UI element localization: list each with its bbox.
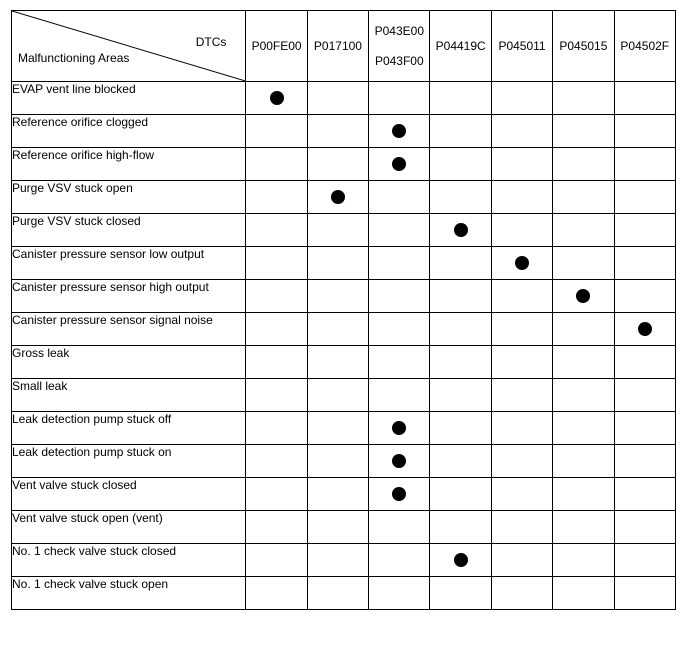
table-row <box>12 478 676 511</box>
matrix-cell <box>246 214 307 247</box>
matrix-cell <box>430 478 491 511</box>
matrix-cell <box>246 247 307 280</box>
matrix-cell <box>614 577 675 610</box>
matrix-cell <box>307 115 368 148</box>
malfunction-area-label: Leak detection pump stuck off <box>12 412 246 445</box>
filled-circle-icon <box>392 157 406 171</box>
malfunction-area-label: Reference orifice high-flow <box>12 148 246 181</box>
matrix-cell <box>614 544 675 577</box>
table-row <box>12 115 676 148</box>
matrix-cell <box>369 346 430 379</box>
matrix-cell <box>307 214 368 247</box>
matrix-cell <box>369 148 430 181</box>
matrix-cell <box>369 577 430 610</box>
matrix-cell <box>491 181 552 214</box>
matrix-cell <box>430 346 491 379</box>
table-row <box>12 280 676 313</box>
matrix-cell <box>246 412 307 445</box>
matrix-cell <box>246 115 307 148</box>
matrix-cell <box>553 346 614 379</box>
matrix-cell <box>553 445 614 478</box>
matrix-cell <box>307 412 368 445</box>
matrix-cell <box>553 544 614 577</box>
table-row <box>12 247 676 280</box>
dtc-code: P043F00 <box>374 54 424 68</box>
matrix-cell <box>491 412 552 445</box>
matrix-cell <box>369 82 430 115</box>
matrix-cell <box>553 247 614 280</box>
matrix-cell <box>430 148 491 181</box>
matrix-cell <box>369 313 430 346</box>
matrix-cell <box>246 280 307 313</box>
filled-circle-icon <box>454 553 468 567</box>
matrix-cell <box>430 313 491 346</box>
filled-circle-icon <box>331 190 345 204</box>
filled-circle-icon <box>270 91 284 105</box>
matrix-cell <box>369 181 430 214</box>
dtc-header-cell <box>614 11 675 82</box>
matrix-cell <box>491 511 552 544</box>
matrix-cell <box>369 280 430 313</box>
matrix-cell <box>491 214 552 247</box>
matrix-cell <box>430 577 491 610</box>
filled-circle-icon <box>392 421 406 435</box>
malfunction-area-label: Purge VSV stuck open <box>12 181 246 214</box>
matrix-cell <box>491 445 552 478</box>
corner-header-cell <box>12 11 246 82</box>
matrix-cell <box>491 148 552 181</box>
matrix-cell <box>491 313 552 346</box>
matrix-cell <box>553 478 614 511</box>
matrix-cell <box>614 148 675 181</box>
matrix-cell <box>246 478 307 511</box>
matrix-cell <box>553 412 614 445</box>
malfunction-area-label: Purge VSV stuck closed <box>12 214 246 247</box>
matrix-cell <box>369 412 430 445</box>
matrix-cell <box>246 577 307 610</box>
matrix-cell <box>430 181 491 214</box>
table-row <box>12 181 676 214</box>
table-row <box>12 544 676 577</box>
matrix-cell <box>491 379 552 412</box>
matrix-cell <box>246 181 307 214</box>
dtc-code: P017100 <box>313 39 362 53</box>
table-row <box>12 412 676 445</box>
matrix-cell <box>430 511 491 544</box>
matrix-cell <box>307 148 368 181</box>
dtc-code: P04502F <box>620 39 670 53</box>
dtc-code: P00FE00 <box>251 39 302 53</box>
malfunction-area-label: Canister pressure sensor high output <box>12 280 246 313</box>
matrix-cell <box>614 181 675 214</box>
malfunction-area-label: EVAP vent line blocked <box>12 82 246 115</box>
dtc-matrix-table <box>11 10 676 610</box>
filled-circle-icon <box>515 256 529 270</box>
matrix-cell <box>307 577 368 610</box>
matrix-cell <box>553 280 614 313</box>
table-row <box>12 379 676 412</box>
matrix-cell <box>246 379 307 412</box>
matrix-cell <box>246 445 307 478</box>
matrix-cell <box>614 313 675 346</box>
matrix-cell <box>307 544 368 577</box>
malfunction-area-label: No. 1 check valve stuck closed <box>12 544 246 577</box>
matrix-cell <box>553 148 614 181</box>
matrix-cell <box>614 214 675 247</box>
matrix-cell <box>553 379 614 412</box>
matrix-cell <box>553 313 614 346</box>
matrix-cell <box>246 544 307 577</box>
dtc-header-cell <box>369 11 430 82</box>
malfunction-area-label: Leak detection pump stuck on <box>12 445 246 478</box>
dtc-code: P045015 <box>559 39 608 53</box>
matrix-cell <box>491 478 552 511</box>
matrix-cell <box>307 82 368 115</box>
dtc-header-cell <box>430 11 491 82</box>
matrix-cell <box>614 478 675 511</box>
table-row <box>12 577 676 610</box>
matrix-cell <box>307 346 368 379</box>
malfunction-area-label: Gross leak <box>12 346 246 379</box>
matrix-cell <box>491 544 552 577</box>
matrix-cell <box>307 445 368 478</box>
matrix-cell <box>491 82 552 115</box>
matrix-cell <box>246 148 307 181</box>
matrix-cell <box>430 214 491 247</box>
matrix-cell <box>430 280 491 313</box>
matrix-cell <box>614 511 675 544</box>
matrix-cell <box>369 478 430 511</box>
matrix-cell <box>369 445 430 478</box>
matrix-cell <box>369 511 430 544</box>
table-row <box>12 313 676 346</box>
matrix-cell <box>307 313 368 346</box>
matrix-cell <box>246 346 307 379</box>
matrix-cell <box>430 379 491 412</box>
matrix-cell <box>614 115 675 148</box>
filled-circle-icon <box>454 223 468 237</box>
matrix-cell <box>614 379 675 412</box>
matrix-cell <box>614 346 675 379</box>
filled-circle-icon <box>392 454 406 468</box>
matrix-cell <box>614 82 675 115</box>
matrix-cell <box>553 577 614 610</box>
matrix-cell <box>614 445 675 478</box>
matrix-cell <box>553 115 614 148</box>
malfunction-area-label: Vent valve stuck open (vent) <box>12 511 246 544</box>
malfunction-area-label: Vent valve stuck closed <box>12 478 246 511</box>
dtc-code: P045011 <box>498 39 546 53</box>
matrix-cell <box>307 379 368 412</box>
matrix-cell <box>430 544 491 577</box>
matrix-cell <box>553 181 614 214</box>
dtcs-label: DTCs <box>195 35 227 49</box>
table-row <box>12 82 676 115</box>
malfunctioning-areas-label: Malfunctioning Areas <box>18 51 130 65</box>
dtc-code: P043E00 <box>374 24 424 38</box>
matrix-cell <box>369 214 430 247</box>
matrix-cell <box>553 214 614 247</box>
dtc-header-cell <box>307 11 368 82</box>
filled-circle-icon <box>392 124 406 138</box>
table-body <box>12 82 676 610</box>
matrix-cell <box>491 280 552 313</box>
matrix-cell <box>246 82 307 115</box>
matrix-cell <box>430 412 491 445</box>
table-row <box>12 511 676 544</box>
matrix-cell <box>430 445 491 478</box>
matrix-cell <box>491 115 552 148</box>
matrix-cell <box>491 577 552 610</box>
malfunction-area-label: No. 1 check valve stuck open <box>12 577 246 610</box>
matrix-cell <box>491 346 552 379</box>
matrix-cell <box>369 379 430 412</box>
table-row <box>12 445 676 478</box>
malfunction-area-label: Small leak <box>12 379 246 412</box>
matrix-cell <box>246 313 307 346</box>
matrix-cell <box>553 82 614 115</box>
matrix-cell <box>430 115 491 148</box>
dtc-header-cell <box>491 11 552 82</box>
header-row <box>12 11 676 82</box>
matrix-cell <box>614 412 675 445</box>
malfunction-area-label: Reference orifice clogged <box>12 115 246 148</box>
malfunction-area-label: Canister pressure sensor signal noise <box>12 313 246 346</box>
matrix-cell <box>307 280 368 313</box>
matrix-cell <box>369 247 430 280</box>
matrix-cell <box>307 511 368 544</box>
matrix-cell <box>307 247 368 280</box>
table-row <box>12 148 676 181</box>
matrix-cell <box>369 115 430 148</box>
matrix-cell <box>614 247 675 280</box>
matrix-cell <box>430 247 491 280</box>
matrix-cell <box>307 478 368 511</box>
table-row <box>12 346 676 379</box>
filled-circle-icon <box>392 487 406 501</box>
matrix-cell <box>246 511 307 544</box>
dtc-header-cell <box>553 11 614 82</box>
dtc-header-cell <box>246 11 307 82</box>
matrix-cell <box>307 181 368 214</box>
matrix-cell <box>491 247 552 280</box>
filled-circle-icon <box>638 322 652 336</box>
matrix-cell <box>430 82 491 115</box>
filled-circle-icon <box>576 289 590 303</box>
matrix-cell <box>614 280 675 313</box>
matrix-cell <box>553 511 614 544</box>
table-row <box>12 214 676 247</box>
dtc-code: P04419C <box>435 39 486 53</box>
malfunction-area-label: Canister pressure sensor low output <box>12 247 246 280</box>
matrix-cell <box>369 544 430 577</box>
